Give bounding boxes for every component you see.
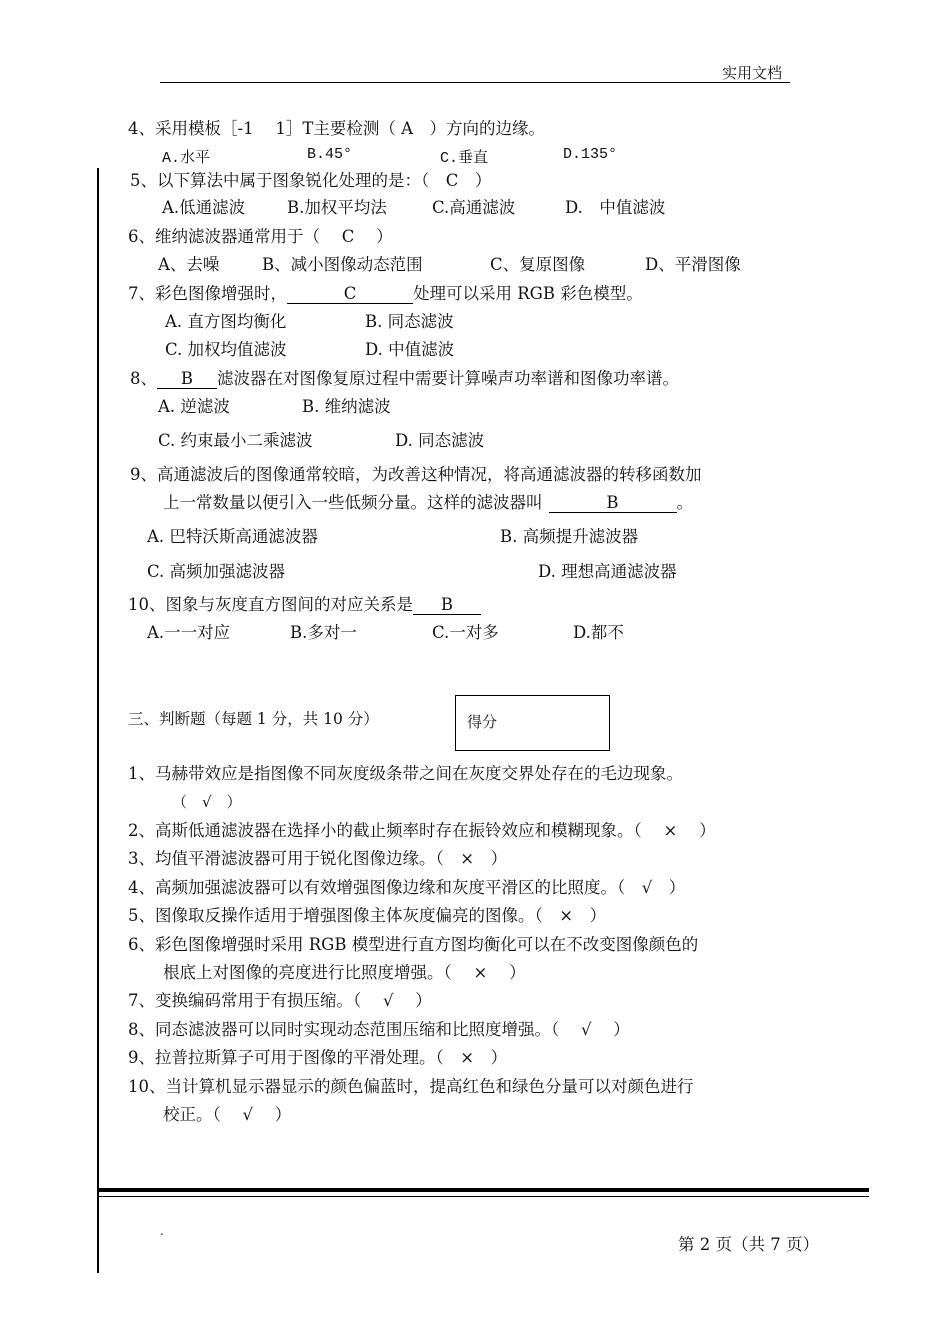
q9-stem-line2: 上一常数量以便引入一些低频分量。这样的滤波器叫 B 。	[163, 493, 693, 512]
q10-stem: 10、图象与灰度直方图间的对应关系是 B	[128, 594, 481, 616]
q10-answer: B	[413, 596, 481, 615]
q5-option-a: A.低通滤波	[162, 198, 246, 217]
q8-option-d: D. 同态滤波	[395, 431, 485, 450]
q8-answer: B	[157, 370, 217, 389]
q9-stem-line1: 9、高通滤波后的图像通常较暗，为改善这种情况，将高通滤波器的转移函数加	[130, 465, 702, 484]
footer-rule-thin	[97, 1196, 869, 1197]
tf-item-10-line2: 校正。（ √ ）	[163, 1105, 292, 1124]
tf-item-1: 1、马赫带效应是指图像不同灰度级条带之间在灰度交界处存在的毛边现象。	[128, 764, 683, 783]
q8-stem: 8、 B 滤波器在对图像复原过程中需要计算噪声功率谱和图像功率谱。	[130, 369, 679, 388]
q5-stem: 5、以下算法中属于图象锐化处理的是：（ C ）	[130, 171, 492, 190]
q6-option-d: D、平滑图像	[645, 255, 741, 274]
tf-item-6-line2: 根底上对图像的亮度进行比照度增强。（ × ）	[163, 963, 526, 982]
q5-option-b: B.加权平均法	[287, 198, 387, 217]
q4-stem: 4、采用模板［-1 1］T主要检测（ A ）方向的边缘。	[128, 119, 545, 138]
q5-option-d: D. 中值滤波	[565, 198, 666, 217]
q7-option-b: B. 同态滤波	[365, 312, 454, 331]
tf-item-8: 8、同态滤波器可以同时实现动态范围压缩和比照度增强。（ √ ）	[128, 1020, 630, 1039]
page-number: 第 2 页（共 7 页）	[678, 1235, 819, 1254]
q9-option-d: D. 理想高通滤波器	[538, 562, 677, 581]
tf-item-6: 6、彩色图像增强时采用 RGB 模型进行直方图均衡化可以在不改变图像颜色的	[128, 935, 699, 954]
q9-option-c: C. 高频加强滤波器	[147, 562, 286, 581]
q8-option-a: A. 逆滤波	[158, 397, 230, 416]
header-label: 实用文档	[722, 64, 783, 82]
tf-item-10: 10、当计算机显示器显示的颜色偏蓝时，提高红色和绿色分量可以对颜色进行	[128, 1077, 694, 1096]
header-rule	[160, 82, 790, 83]
q7-stem: 7、彩色图像增强时， C 处理可以采用 RGB 彩色模型。	[128, 284, 643, 303]
q6-option-b: B、减小图像动态范围	[262, 255, 423, 274]
q6-stem: 6、维纳滤波器通常用于（ C ）	[128, 227, 393, 246]
tf-item-9: 9、拉普拉斯算子可用于图像的平滑处理。（ × ）	[128, 1048, 508, 1067]
tf-item-5: 5、图像取反操作适用于增强图像主体灰度偏亮的图像。（ × ）	[128, 906, 607, 925]
q5-option-c: C.高通滤波	[432, 198, 516, 217]
q4-option-b: B.45°	[307, 146, 353, 163]
q9-answer: B	[549, 494, 677, 513]
q6-option-c: C、复原图像	[490, 255, 586, 274]
q7-answer: C	[287, 285, 413, 304]
q9-option-b: B. 高频提升滤波器	[500, 527, 639, 546]
margin-line	[97, 168, 99, 1273]
q4-option-c: C.垂直	[440, 150, 489, 167]
q10-option-b: B.多对一	[290, 623, 357, 642]
tf-item-7: 7、变换编码常用于有损压缩。（ √ ）	[128, 991, 432, 1010]
tf-item-4: 4、高频加强滤波器可以有效增强图像边缘和灰度平滑区的比照度。（ √ ）	[128, 878, 686, 897]
q10-option-d: D.都不	[573, 623, 624, 642]
q4-option-d: D.135°	[563, 146, 618, 163]
score-label: 得分	[467, 713, 498, 731]
tf-item-3: 3、均值平滑滤波器可用于锐化图像边缘。（ × ）	[128, 849, 508, 868]
footer-dot: .	[160, 1224, 164, 1238]
q7-option-d: D. 中值滤波	[365, 340, 455, 359]
score-box	[455, 695, 610, 751]
footer-rule-thick	[97, 1188, 869, 1192]
q10-option-a: A.一一对应	[147, 623, 231, 642]
q6-option-a: A、去噪	[158, 255, 220, 274]
tf-item-2: 2、高斯低通滤波器在选择小的截止频率时存在振铃效应和模糊现象。（ × ）	[128, 821, 716, 840]
tf-item-1-mark: （ √ ）	[172, 793, 242, 811]
section3-title: 三、判断题（每题 1 分，共 10 分）	[128, 710, 379, 728]
q4-option-a: A.水平	[162, 150, 211, 167]
q10-option-c: C.一对多	[432, 623, 499, 642]
q7-option-a: A. 直方图均衡化	[165, 312, 287, 331]
q9-option-a: A. 巴特沃斯高通滤波器	[147, 527, 318, 546]
q8-option-c: C. 约束最小二乘滤波	[158, 431, 313, 450]
q7-option-c: C. 加权均值滤波	[165, 340, 287, 359]
q8-option-b: B. 维纳滤波	[302, 397, 391, 416]
